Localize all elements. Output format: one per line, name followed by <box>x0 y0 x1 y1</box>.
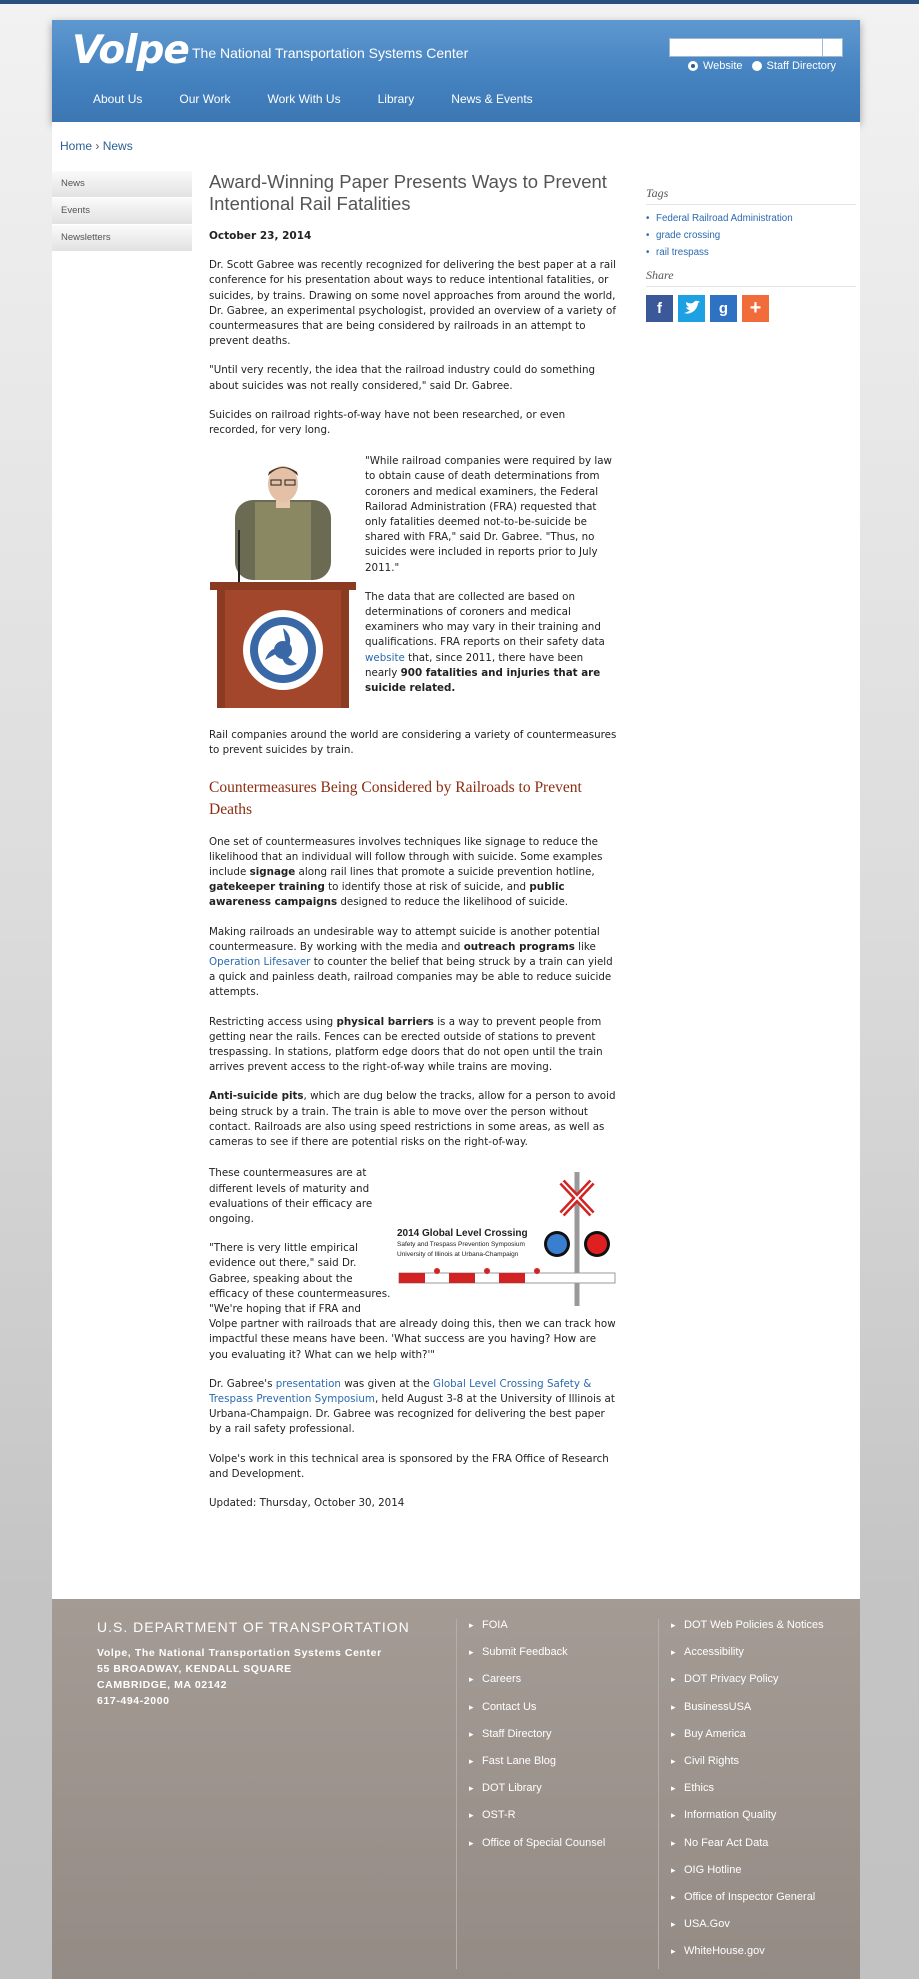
p8-a: Making railroads an undesirable way to attempt suicide is another potential countermeasure. By working with the media and <box>209 925 600 953</box>
paragraph-13 <box>209 1377 617 1438</box>
site-header <box>52 20 860 122</box>
sidebar-item-events[interactable]: Events <box>52 198 192 225</box>
footer-link[interactable]: ▸ OIG Hotline <box>671 1864 824 1891</box>
fra-website-link[interactable]: website <box>365 651 405 664</box>
footer-link[interactable]: ▸ No Fear Act Data <box>671 1837 824 1864</box>
p7-b2: gatekeeper training <box>209 881 325 894</box>
article-date: October 23, 2014 <box>209 230 312 242</box>
footer-link[interactable]: ▸ Office of Special Counsel <box>469 1837 605 1864</box>
p5-bold: 900 fatalities and injuries that are suicide related. <box>365 666 601 695</box>
footer-link[interactable]: ▸ Submit Feedback <box>469 1646 605 1673</box>
section-heading: Countermeasures Being Considered by Railroads to Prevent Deaths <box>209 778 582 818</box>
paragraph-14: Volpe's work in this technical area is sponsored by the FRA Office of Research and Development. <box>209 1452 609 1480</box>
p10-a: , which are dug below the tracks, allow for a person to avoid being struck by a train. The train is able to move over the person without contact. Railroads are also using speed restrictions in some areas, as well as cameras to see if there are potential risks on the right-of-way. <box>209 1090 616 1149</box>
nav-library[interactable]: Library <box>377 92 415 106</box>
breadcrumb-news[interactable]: News <box>102 139 133 153</box>
breadcrumb <box>60 139 133 153</box>
paragraph-7 <box>209 835 617 911</box>
article <box>209 171 617 1511</box>
share-buttons <box>646 295 856 322</box>
p9-b: physical barriers <box>336 1015 434 1028</box>
footer-phone: 617-494-2000 <box>97 1695 170 1707</box>
footer-link[interactable]: ▸ Civil Rights <box>671 1755 824 1782</box>
sidebar-nav <box>52 171 192 252</box>
operation-lifesaver-link[interactable]: Operation Lifesaver <box>209 956 311 969</box>
nav-news-events[interactable]: News & Events <box>451 92 533 106</box>
p8-c: like <box>574 940 596 953</box>
p9-c: is a way to prevent people from getting near the rails. Fences can be erected outside of stations to prevent trespassing. In stations, platform edge doors that do not open until the train arrives prevent access to the right-of-way while trains are moving. <box>209 1015 603 1074</box>
radio-staff-directory-label: Staff Directory <box>766 60 837 72</box>
footer-link[interactable]: ▸ Information Quality <box>671 1809 824 1836</box>
symposium-logo <box>397 1170 617 1308</box>
paragraph-11: These countermeasures are at different levels of maturity and evaluations of their efficacy are ongoing. <box>209 1167 373 1225</box>
search-button[interactable] <box>822 38 843 57</box>
paragraph-2: "Until very recently, the idea that the railroad industry could do something about suicides was not really considered," said Dr. Gabree. <box>209 364 596 392</box>
footer-divider <box>456 1619 457 1969</box>
footer-link[interactable]: ▸ FOIA <box>469 1619 605 1646</box>
p7-b3: public awareness campaigns <box>209 881 565 909</box>
symposium-subtitle: Safety and Trespass Prevention Symposium <box>397 1241 525 1249</box>
page-title: Award-Winning Paper Presents Ways to Prevent Intentional Rail Fatalities <box>209 171 607 214</box>
breadcrumb-separator: › <box>95 139 100 153</box>
p8-d: to counter the belief that being struck by a train can yield a quick and painless death, railroad companies may be able to reduce suicide attempts. <box>209 956 613 999</box>
google-plus-icon[interactable]: g <box>710 295 737 322</box>
paragraph-10 <box>209 1089 617 1150</box>
footer-link[interactable]: ▸ Fast Lane Blog <box>469 1755 605 1782</box>
nav-work-with-us[interactable]: Work With Us <box>267 92 341 106</box>
tag-grade-crossing[interactable]: • grade crossing <box>646 230 856 241</box>
search-input[interactable] <box>669 38 824 57</box>
p5-text-b: that, since 2011, there have been nearly <box>365 651 584 679</box>
p9-a: Restricting access using <box>209 1015 337 1028</box>
p8-b: outreach programs <box>463 940 575 953</box>
symposium-university: University of Illinois at Urbana-Champaign <box>397 1251 519 1259</box>
footer-link[interactable]: ▸ Buy America <box>671 1728 824 1755</box>
add-share-icon[interactable]: + <box>742 295 769 322</box>
p13-c: , held August 3-8 at the University of Illinois at Urbana-Champaign. Dr. Gabree was recognized for delivering the best paper by a rail safety professional. <box>209 1392 615 1436</box>
symposium-title: 2014 Global Level Crossing <box>397 1228 528 1240</box>
paragraph-1: Dr. Scott Gabree was recently recognized for delivering the best paper at a rail conference for his presentation about ways to reduce intentional fatalities, or suicides, by trains. Drawing on some novel approaches from around the world, Dr. Gabree, an experimental psychologist, provided an overview of a variety of countermeasures that are being considered by railroads in an attempt to prevent deaths. <box>209 259 616 348</box>
tag-rail-trespass[interactable]: • rail trespass <box>646 247 856 258</box>
footer-link[interactable]: ▸ WhiteHouse.gov <box>671 1945 824 1972</box>
updated-date: Updated: Thursday, October 30, 2014 <box>209 1496 405 1509</box>
site-footer <box>52 1599 860 1979</box>
p7-d: to identify those at risk of suicide, and <box>324 881 530 894</box>
paragraph-4: "While railroad companies were required by law to obtain cause of death determinations from coroners and medical examiners, the Federal Railorad Administration (FRA) requested that only fatalities deemed not-to-be-suicide be shared with FRA," said Dr. Gabree. "Thus, no suicides were included in reports prior to July 2011." <box>365 455 612 574</box>
p7-e: designed to reduce the likelihood of suicide. <box>337 896 569 909</box>
nav-our-work[interactable]: Our Work <box>179 92 231 106</box>
footer-link[interactable]: ▸ BusinessUSA <box>671 1701 824 1728</box>
footer-link[interactable]: ▸ Staff Directory <box>469 1728 605 1755</box>
paragraph-9 <box>209 1015 617 1076</box>
speaker-illustration <box>209 460 357 710</box>
radio-website-label: Website <box>703 60 743 72</box>
footer-address-line-1: Volpe, The National Transportation Systems Center <box>97 1647 382 1659</box>
p13-b: was given at the <box>340 1377 433 1390</box>
speaker-photo <box>209 460 357 710</box>
footer-links-col-1 <box>469 1619 605 1864</box>
content-area <box>52 122 860 1599</box>
footer-link[interactable]: ▸ Careers <box>469 1673 605 1700</box>
footer-link[interactable]: ▸ OST-R <box>469 1809 605 1836</box>
p10-b: Anti-suicide pits <box>209 1090 304 1103</box>
footer-link[interactable]: ▸ Ethics <box>671 1782 824 1809</box>
p13-a: Dr. Gabree's <box>209 1377 276 1390</box>
p7-c: along rail lines that promote a suicide prevention hotline, <box>295 866 595 879</box>
footer-title: U.S. DEPARTMENT OF TRANSPORTATION <box>97 1619 410 1635</box>
volpe-logo[interactable]: Volpe <box>72 28 189 73</box>
facebook-icon[interactable]: f <box>646 295 673 322</box>
site-tagline: The National Transportation Systems Center <box>192 45 469 61</box>
p7-a: One set of countermeasures involves techniques like signage to reduce the likelihood that an individual will follow through with suicide. Some examples include <box>209 835 603 879</box>
paragraph-3: Suicides on railroad rights-of-way have not been researched, or even recorded, for very long. <box>209 408 566 437</box>
footer-address-line-3: CAMBRIDGE, MA 02142 <box>97 1679 228 1691</box>
share-heading: Share <box>646 268 856 287</box>
p7-b1: signage <box>249 866 296 879</box>
twitter-icon[interactable] <box>678 295 705 322</box>
footer-link[interactable]: ▸ Office of Inspector General <box>671 1891 824 1918</box>
footer-link[interactable]: ▸ Contact Us <box>469 1701 605 1728</box>
footer-link[interactable]: ▸ Accessibility <box>671 1646 824 1673</box>
right-rail <box>646 186 856 322</box>
footer-links-col-2 <box>671 1619 824 1972</box>
tags-heading: Tags <box>646 186 856 205</box>
symposium-link[interactable]: Global Level Crossing Safety & Trespass Prevention Symposium <box>209 1377 592 1405</box>
breadcrumb-home[interactable]: Home <box>60 139 93 153</box>
footer-divider <box>658 1619 659 1969</box>
paragraph-12: "There is very little empirical evidence out there," said Dr. Gabree, speaking about the efficacy of these countermeasures. "We're hoping that if FRA and Volpe partner with railroads that are already doing this, then we can track how impactful these means have been. 'What success are you having? How are you evaluating it? What can we help with?'" <box>209 1242 616 1361</box>
tag-fra[interactable]: • Federal Railroad Administration <box>646 213 856 224</box>
tags-list <box>646 213 856 258</box>
footer-link[interactable]: ▸ DOT Web Policies & Notices <box>671 1619 824 1646</box>
footer-link[interactable]: ▸ DOT Library <box>469 1782 605 1809</box>
footer-link[interactable]: ▸ DOT Privacy Policy <box>671 1673 824 1700</box>
footer-link[interactable]: ▸ USA.Gov <box>671 1918 824 1945</box>
paragraph-6: Rail companies around the world are considering a variety of countermeasures to prevent suicides by train. <box>209 729 617 757</box>
footer-address-line-2: 55 BROADWAY, KENDALL SQUARE <box>97 1663 292 1675</box>
search-scope <box>688 60 836 72</box>
top-strip <box>0 0 919 4</box>
paragraph-8 <box>209 925 617 1001</box>
radio-staff-directory[interactable] <box>752 61 762 71</box>
sidebar-item-news[interactable]: News <box>52 171 192 198</box>
radio-website[interactable] <box>688 61 698 71</box>
main-nav <box>93 92 570 106</box>
sidebar-item-newsletters[interactable]: Newsletters <box>52 225 192 252</box>
presentation-link[interactable]: presentation <box>275 1377 341 1390</box>
nav-about-us[interactable]: About Us <box>93 92 143 106</box>
footer-address <box>97 1645 382 1709</box>
p5-text-a: The data that are collected are based on determinations of coroners and medical examiners who may vary in their training and qualifications. FRA reports on their safety data <box>365 590 605 649</box>
